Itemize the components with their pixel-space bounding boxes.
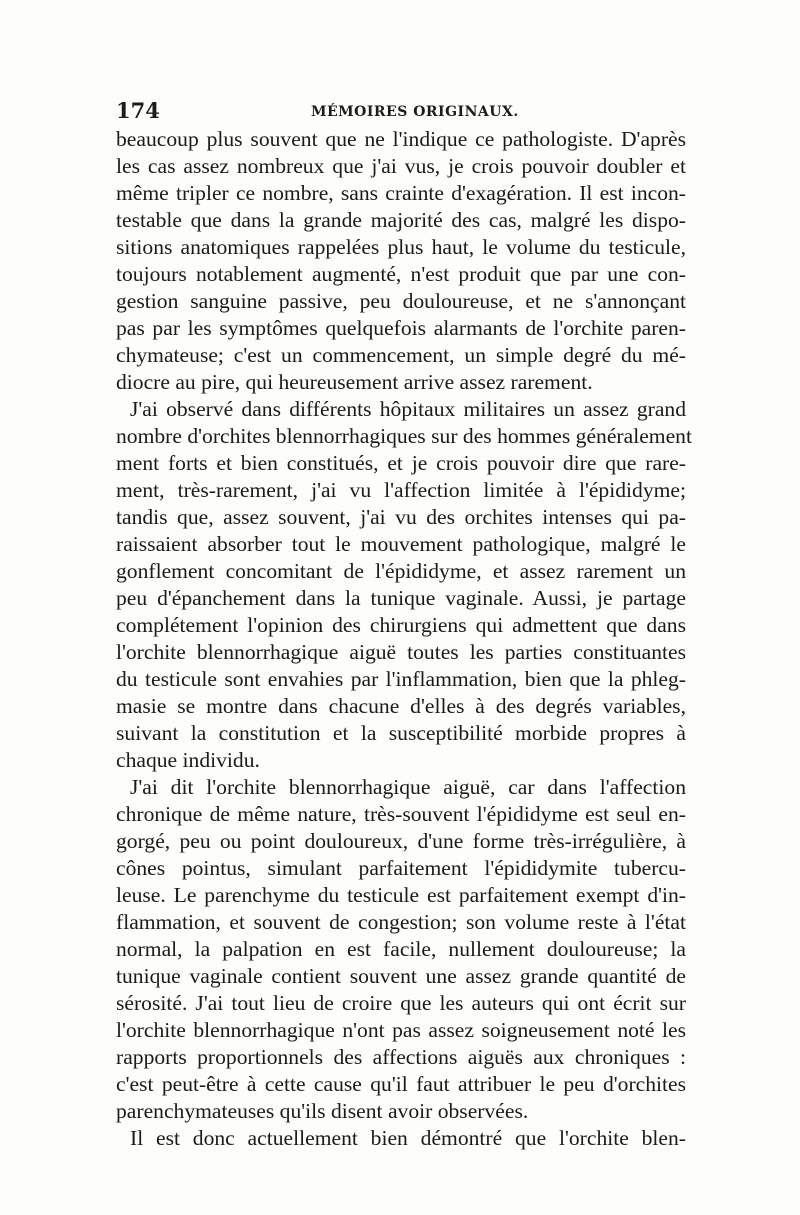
- text-line: testable que dans la grande majorité des cas, malgré les dispo-: [116, 208, 686, 232]
- text-line: ment forts et bien constitués, et je crois pouvoir dire que rare-: [116, 451, 686, 475]
- text-line: rapports proportionnels des affections aiguës aux chroniques :: [116, 1045, 686, 1069]
- text-line: les cas assez nombreux que j'ai vus, je crois pouvoir doubler et: [116, 154, 686, 178]
- text-line: cônes pointus, simulant parfaitement l'épididymite tubercu-: [116, 856, 686, 880]
- text-line: J'ai observé dans différents hôpitaux militaires un assez grand: [130, 397, 686, 421]
- text-line: l'orchite blennorrhagique aiguë toutes les parties constituantes: [116, 640, 686, 664]
- text-line: normal, la palpation en est facile, nullement douloureuse; la: [116, 937, 686, 961]
- text-line: sérosité. J'ai tout lieu de croire que les auteurs qui ont écrit sur: [116, 991, 686, 1015]
- text-line: chronique de même nature, très-souvent l'épididyme est seul en-: [116, 802, 686, 826]
- text-line: c'est peut-être à cette cause qu'il faut attribuer le peu d'orchites: [116, 1072, 686, 1096]
- text-line: du testicule sont envahies par l'inflammation, bien que la phleg-: [116, 667, 686, 691]
- text-line: J'ai dit l'orchite blennorrhagique aiguë, car dans l'affection: [130, 775, 686, 799]
- text-line: gorgé, peu ou point douloureux, d'une forme très-irrégulière, à: [116, 829, 686, 853]
- text-line: suivant la constitution et la susceptibilité morbide propres à: [116, 721, 686, 745]
- text-line: ment, très-rarement, j'ai vu l'affection limitée à l'épididyme;: [116, 478, 686, 502]
- text-line: sitions anatomiques rappelées plus haut, le volume du testicule,: [116, 235, 686, 259]
- text-line: Il est donc actuellement bien démontré que l'orchite blen-: [130, 1126, 686, 1150]
- text-line: diocre au pire, qui heureusement arrive assez rarement.: [116, 370, 593, 394]
- page-header: [116, 98, 686, 126]
- text-line: toujours notablement augmenté, n'est produit que par une con-: [116, 262, 686, 286]
- text-line: tandis que, assez souvent, j'ai vu des orchites intenses qui pa-: [116, 505, 686, 529]
- text-line: raissaient absorber tout le mouvement pathologique, malgré le: [116, 532, 686, 556]
- body-text: [116, 126, 692, 1152]
- paragraph: [116, 774, 686, 1125]
- text-line: flammation, et souvent de congestion; son volume reste à l'état: [116, 910, 686, 934]
- text-line: l'orchite blennorrhagique n'ont pas assez soigneusement noté les: [116, 1018, 686, 1042]
- text-line: pas par les symptômes quelquefois alarmants de l'orchite paren-: [116, 316, 686, 340]
- text-line: parenchymateuses qu'ils disent avoir observées.: [116, 1099, 529, 1123]
- text-line: peu d'épanchement dans la tunique vaginale. Aussi, je partage: [116, 586, 686, 610]
- text-line: chaque individu.: [116, 748, 260, 772]
- text-line: gonflement concomitant de l'épididyme, et assez rarement un: [116, 559, 686, 583]
- text-line: beaucoup plus souvent que ne l'indique ce pathologiste. D'après: [116, 127, 686, 151]
- page-number: 174: [116, 98, 160, 123]
- text-line: masie se montre dans chacune d'elles à des degrés variables,: [116, 694, 686, 718]
- paragraph: [116, 1125, 686, 1152]
- text-line: chymateuse; c'est un commencement, un simple degré du mé-: [116, 343, 686, 367]
- running-title: MÉMOIRES ORIGINAUX.: [311, 104, 519, 120]
- text-line: nombre d'orchites blennorrhagiques sur des hommes généralement: [116, 424, 692, 448]
- text-line: tunique vaginale contient souvent une assez grande quantité de: [116, 964, 686, 988]
- text-line: gestion sanguine passive, peu douloureuse, et ne s'annonçant: [116, 289, 686, 313]
- paragraph: [116, 126, 686, 396]
- text-line: complétement l'opinion des chirurgiens qui admettent que dans: [116, 613, 686, 637]
- paragraph: [116, 396, 692, 774]
- text-line: même tripler ce nombre, sans crainte d'exagération. Il est incon-: [116, 181, 686, 205]
- text-line: leuse. Le parenchyme du testicule est parfaitement exempt d'in-: [116, 883, 686, 907]
